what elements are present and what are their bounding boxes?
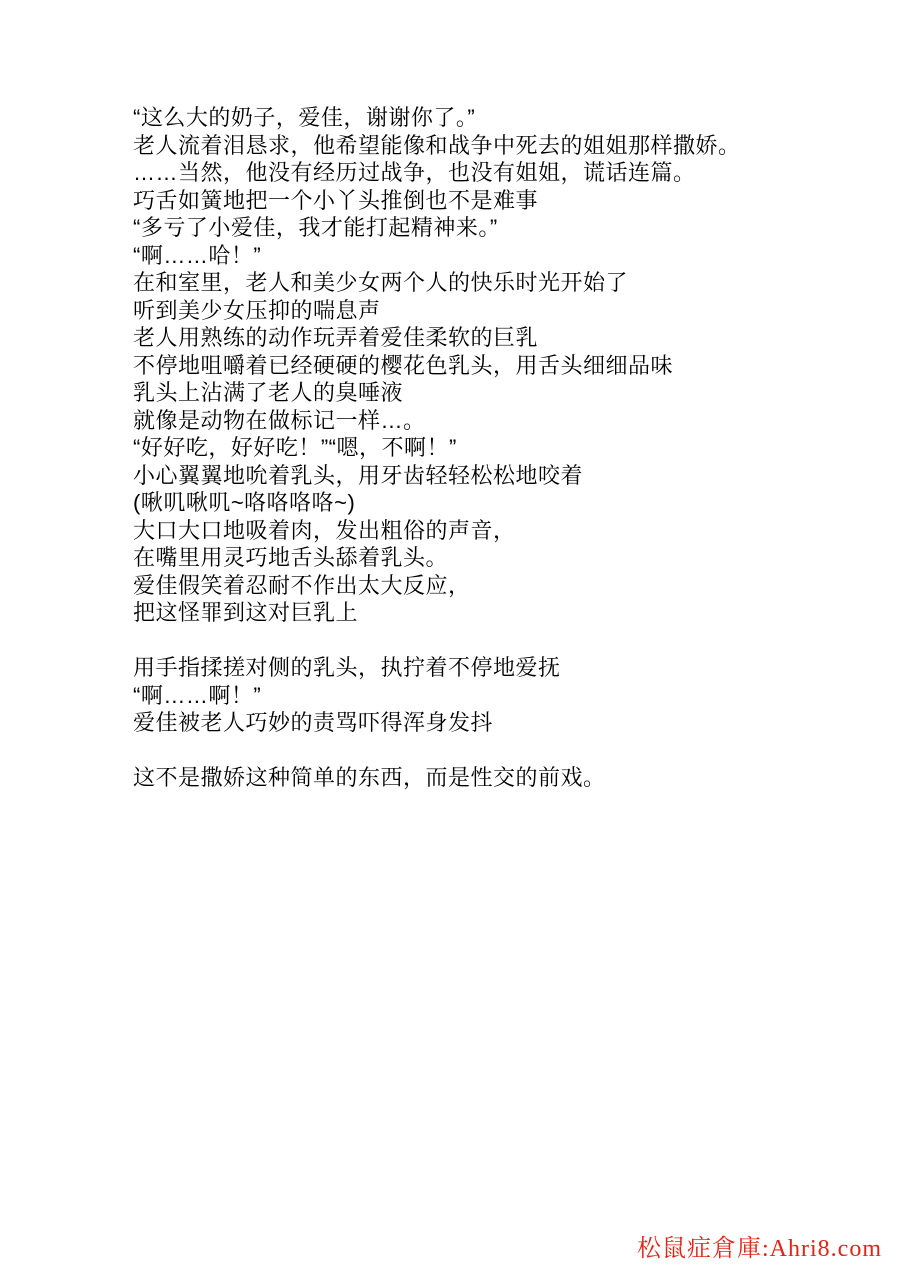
- story-line: “啊……啊！”: [133, 682, 262, 708]
- story-line: 用手指揉搓对侧的乳头，执拧着不停地爱抚: [133, 655, 561, 680]
- story-line: 在嘴里用灵巧地舌头舔着乳头。: [133, 545, 449, 570]
- story-line-blank: [133, 627, 833, 655]
- story-line: 爱佳被老人巧妙的责骂吓得浑身发抖: [133, 710, 494, 735]
- story-line: 听到美少女压抑的喘息声: [133, 297, 381, 323]
- story-text-block: [133, 104, 833, 792]
- story-line: 老人用熟练的动作玩弄着爱佳柔软的巨乳: [133, 325, 539, 350]
- story-line: 老人流着泪恳求，他希望能像和战争中死去的姐姐那样撒娇。: [133, 132, 741, 158]
- story-line: 爱佳假笑着忍耐不作出太大反应，: [133, 572, 471, 598]
- story-line-blank: [133, 737, 833, 765]
- story-line: 就像是动物在做标记一样…。: [133, 407, 426, 433]
- story-line: 不停地咀嚼着已经硬硬的樱花色乳头，用舌头细细品味: [133, 352, 674, 378]
- story-line: “这么大的奶子，爱佳，谢谢你了。”: [133, 105, 476, 130]
- story-line: 在和室里，老人和美少女两个人的快乐时光开始了: [133, 270, 629, 295]
- story-line: “好好吃，好好吃！”“嗯，不啊！”: [133, 435, 457, 460]
- story-line: 把这怪罪到这对巨乳上: [133, 600, 359, 625]
- story-line: 巧舌如簧地把一个小丫头推倒也不是难事: [133, 187, 539, 213]
- story-line: 大口大口地吸着肉，发出粗俗的声音，: [133, 517, 516, 543]
- story-line: ……当然，他没有经历过战争，也没有姐姐，谎话连篇。: [133, 160, 696, 185]
- story-line: (啾叽啾叽~咯咯咯咯~): [133, 490, 356, 515]
- story-line: 这不是撒娇这种简单的东西，而是性交的前戏。: [133, 765, 606, 790]
- story-line: “啊……哈！”: [133, 242, 262, 268]
- story-line: “多亏了小爱佳，我才能打起精神来。”: [133, 215, 498, 240]
- story-line: 乳头上沾满了老人的臭唾液: [133, 380, 404, 405]
- story-line: 小心翼翼地吮着乳头，用牙齿轻轻松松地咬着: [133, 462, 584, 488]
- site-watermark: 松鼠症倉庫:Ahri8.com: [637, 1236, 882, 1262]
